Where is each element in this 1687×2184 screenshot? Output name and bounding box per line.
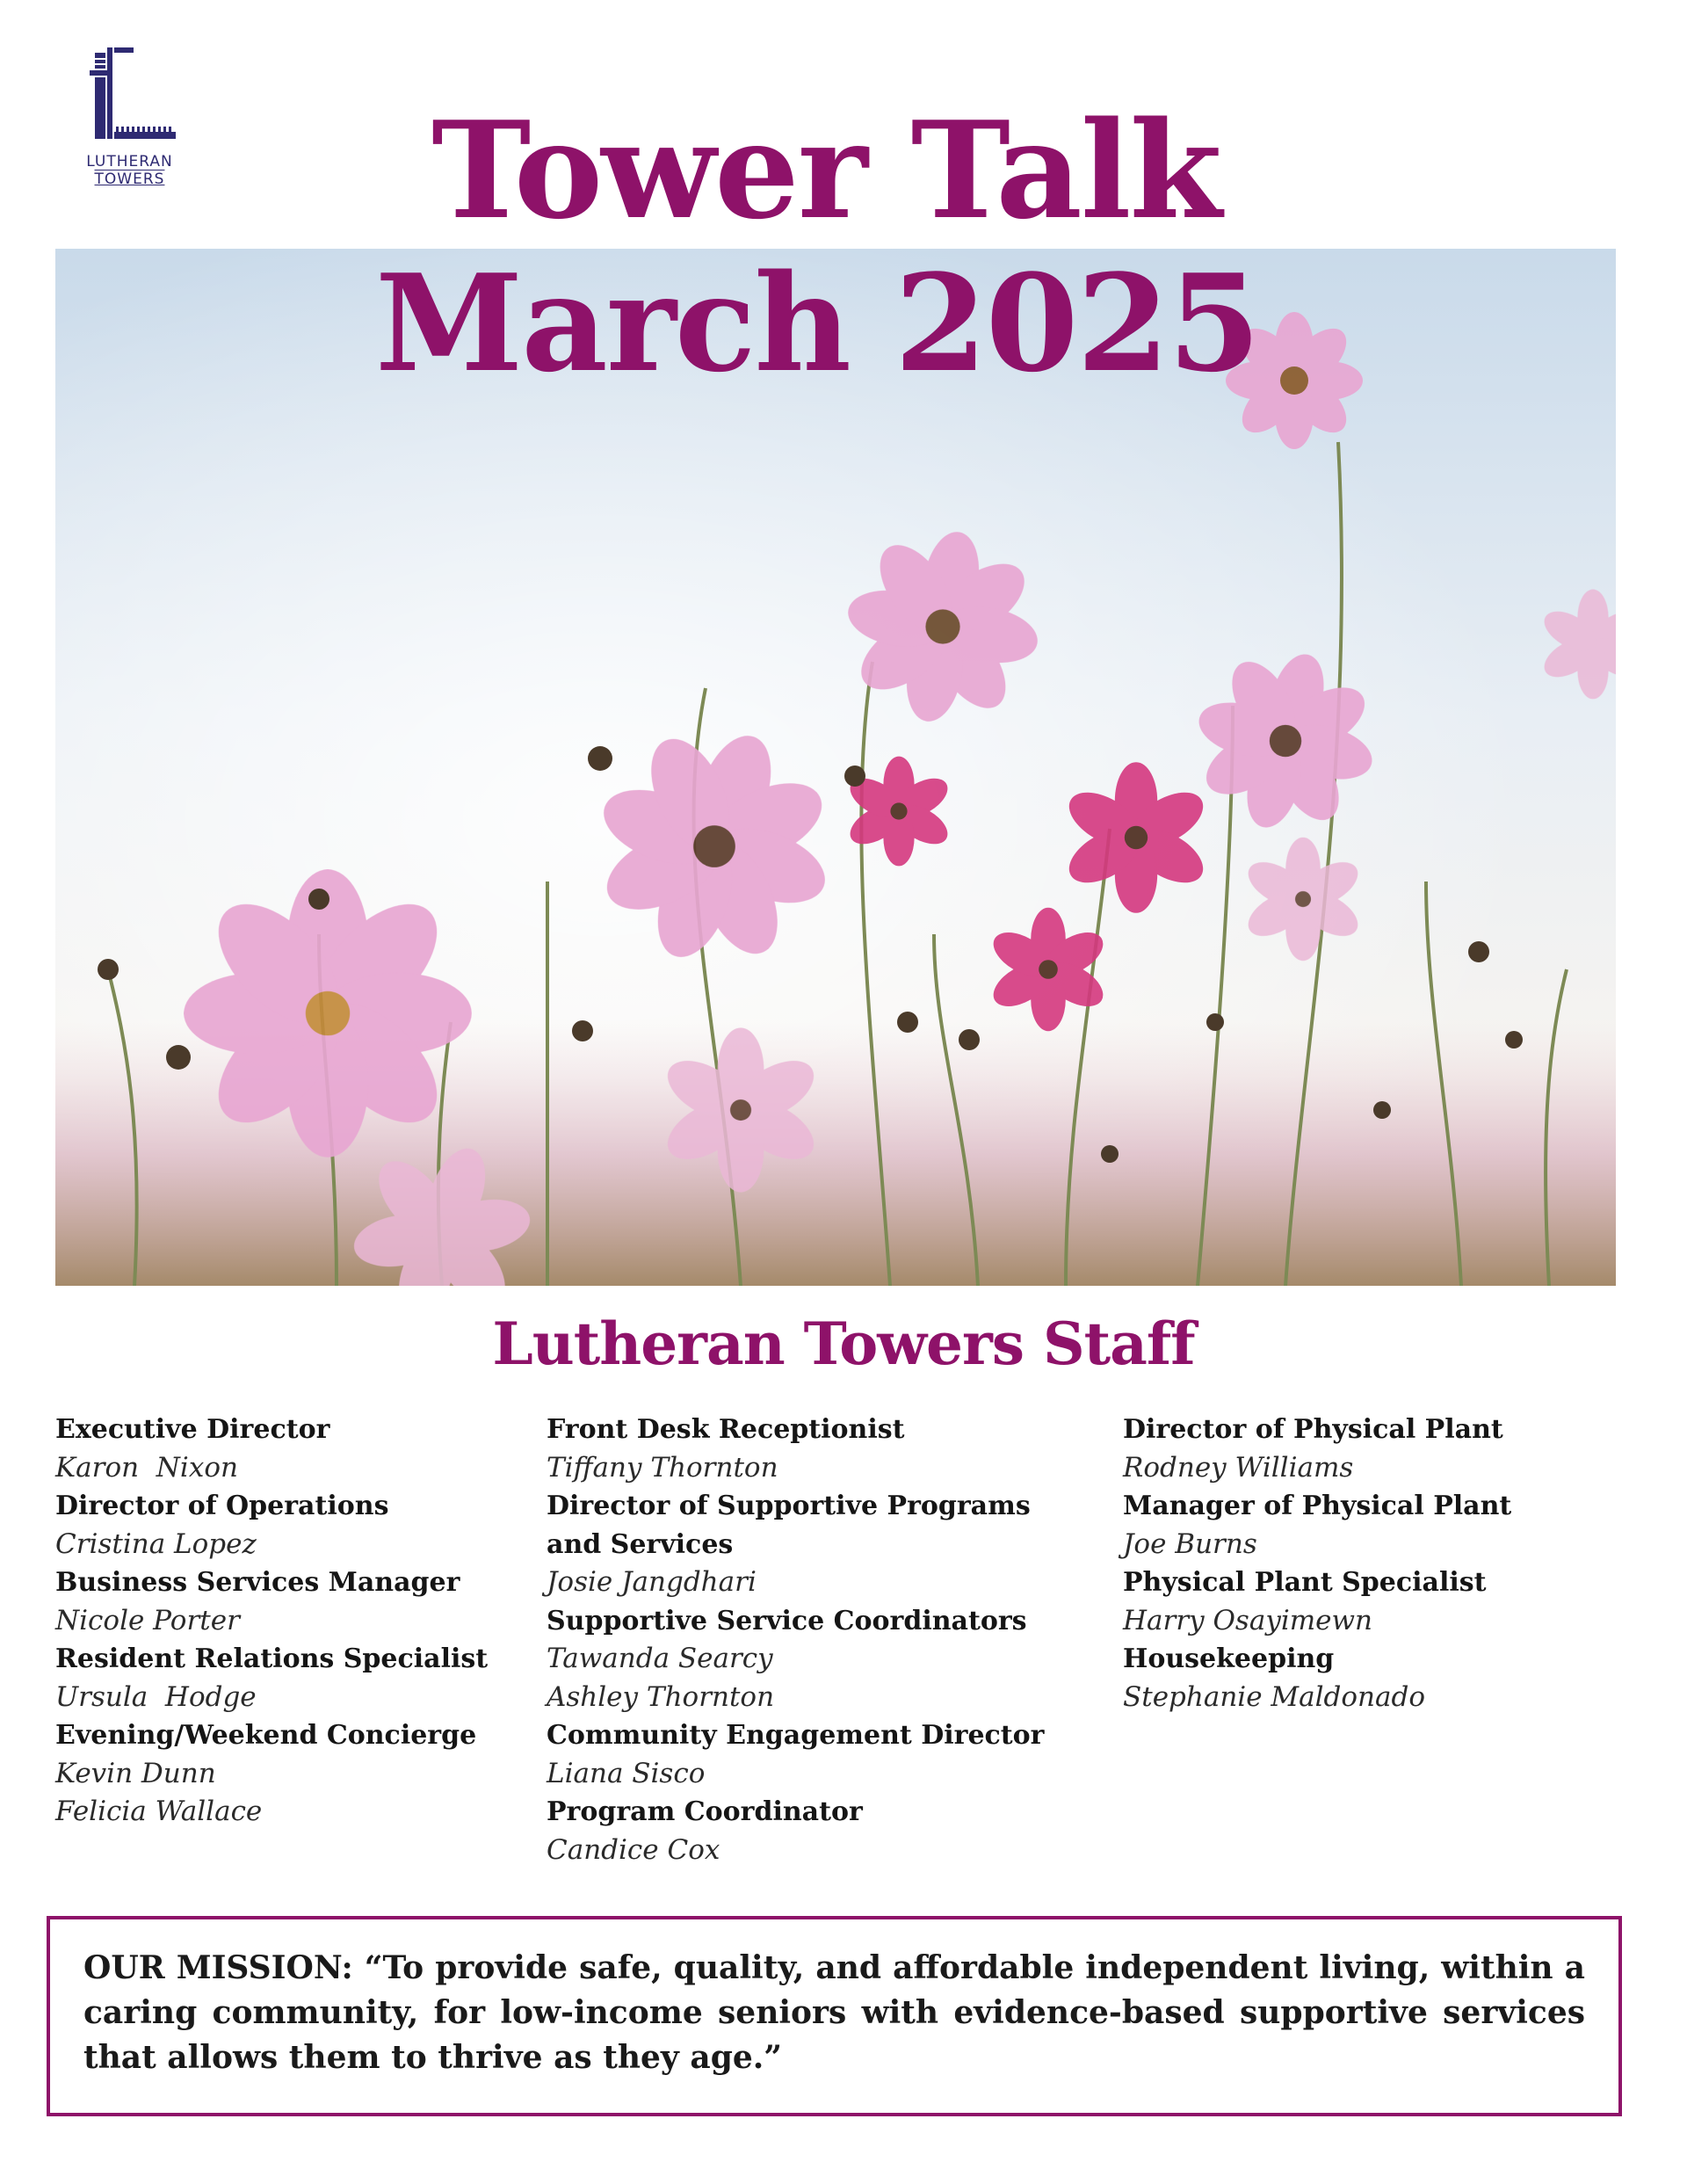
staff-name: Nicole Porter [55,1604,240,1636]
staff-name: Rodney Williams [1123,1451,1354,1484]
staff-role: Manager of Physical Plant [1123,1491,1512,1521]
staff-name: Harry Osayimewn [1123,1604,1372,1636]
staff-name: Joe Burns [1123,1527,1257,1560]
staff-role: Program Coordinator [547,1796,863,1827]
staff-name: Stephanie Maldonado [1123,1680,1426,1713]
staff-name: Karon Nixon [55,1451,238,1484]
staff-name: Tiffany Thornton [547,1451,778,1484]
staff-name: Felicia Wallace [55,1796,263,1827]
mission-statement: OUR MISSION: “To provide safe, quality, and affordable independent living, within a caring community, for low-income seniors with evidence-based supportive services that allows them to thrive as they age.” [83,1949,1585,2076]
staff-role: Resident Relations Specialist [55,1643,489,1674]
staff-role: Physical Plant Specialist [1123,1567,1487,1598]
staff-name: Tawanda Searcy [547,1643,773,1674]
staff-name: Cristina Lopez [55,1527,257,1560]
logo-line-1: LUTHERAN [86,153,173,171]
staff-column-1 [55,1411,530,1832]
staff-name: Kevin Dunn [55,1757,216,1789]
staff-name: Candice Cox [547,1833,720,1866]
staff-column-2 [547,1411,1074,1869]
staff-role: Evening/Weekend Concierge [55,1720,477,1751]
staff-name: Josie Jangdhari [547,1566,757,1598]
staff-column-3 [1123,1411,1615,1716]
staff-role: Director of Operations [55,1491,389,1521]
staff-name: Liana Sisco [547,1757,706,1789]
staff-role: Housekeeping [1123,1643,1335,1674]
logo-line-2: TOWERS [94,171,165,188]
mission-box [47,1916,1622,2116]
staff-name: Ashley Thornton [547,1680,775,1713]
newsletter-title: Tower Talk [431,91,1220,249]
staff-role: Director of Physical Plant [1123,1414,1503,1445]
hero-flower-image [55,249,1616,1286]
staff-role: Executive Director [55,1414,330,1445]
cosmos-flowers-photo-icon [55,249,1616,1286]
staff-heading: Lutheran Towers Staff [492,1310,1195,1378]
staff-role: Community Engagement Director [547,1720,1045,1751]
newsletter-date: March 2025 [375,244,1259,402]
staff-role: Front Desk Receptionist [547,1414,905,1445]
staff-name: Ursula Hodge [55,1680,257,1713]
staff-role: Supportive Service Coordinators [547,1605,1027,1636]
staff-role: Business Services Manager [55,1567,460,1598]
staff-role: Director of Supportive Programs and Services [547,1491,1031,1560]
